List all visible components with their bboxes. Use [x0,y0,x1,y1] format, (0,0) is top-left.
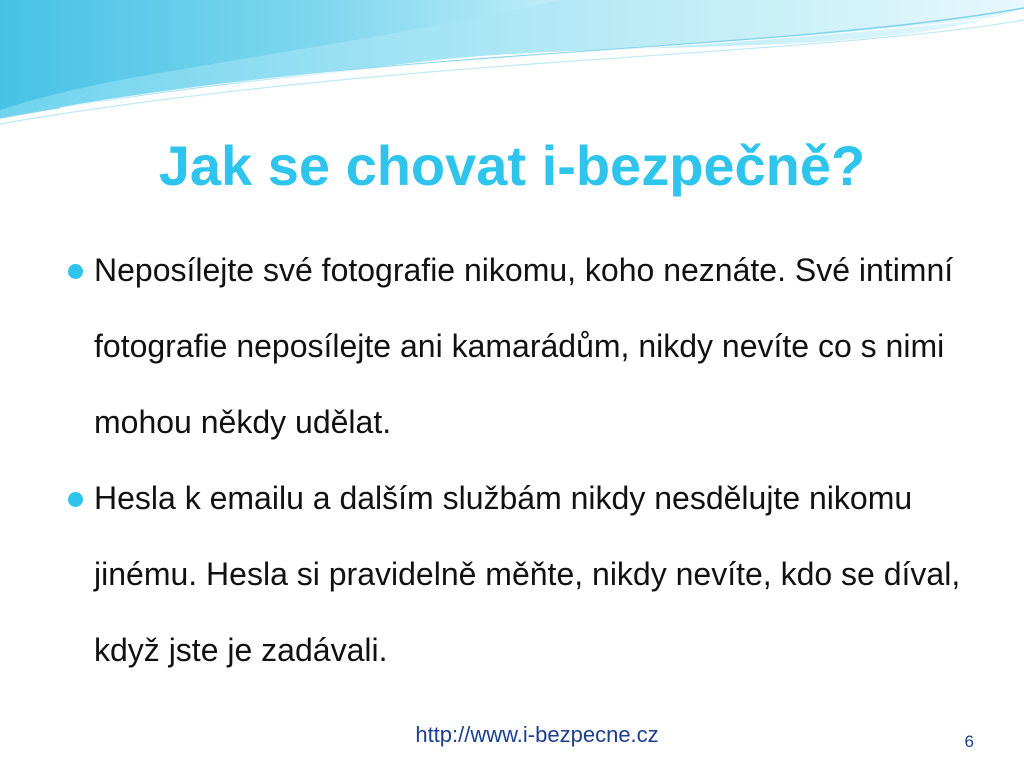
slide-title: Jak se chovat i-bezpečně? [158,134,866,197]
bullet-text: Hesla k emailu a dalším službám nikdy nesdělujte nikomu jinému. Hesla si pravidelně měňte, nikdy nevíte, kdo se díval, když jste je zadávali. [94,480,961,668]
bullet-text: Neposílejte své fotografie nikomu, koho neznáte. Své intimní fotografie neposílejte ani kamarádům, nikdy nevíte co s nimi mohou někdy udělat. [94,252,954,440]
bullet-item [62,232,992,460]
bullet-dot-icon [68,264,83,279]
header-wave-decoration [0,0,1024,130]
bullet-list [62,232,992,688]
bullet-item [62,460,992,688]
bullet-dot-icon [68,492,83,507]
footer-url: http://www.i-bezpecne.cz [415,722,659,747]
page-number: 6 [964,732,974,751]
